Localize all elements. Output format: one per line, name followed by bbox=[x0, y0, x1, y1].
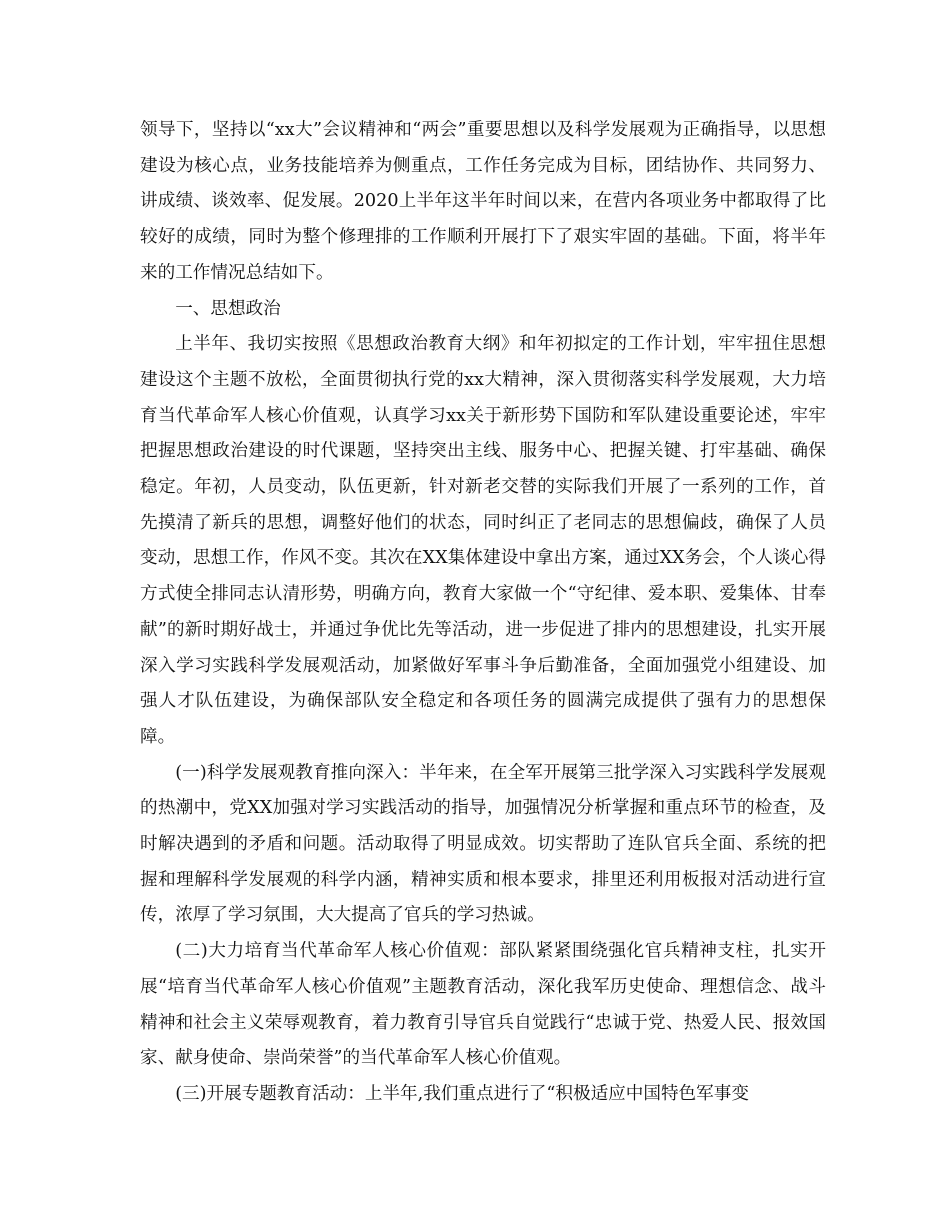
paragraph-ideology-overview: 上半年、我切实按照《思想政治教育大纲》和年初拟定的工作计划，牢牢扭住思想建设这个主题不放松，全面贯彻执行党的xx大精神，深入贯彻落实科学发展观，大力培育当代革命军人核心价值观，认真学习xx关于新形势下国防和军队建设重要论述，牢牢把握思想政治建设的时代课题，坚持突出主线、服务中心、把握关键、打牢基础、确保稳定。年初，人员变动，队伍更新，针对新老交替的实际我们开展了一系列的工作，首先摸清了新兵的思想，调整好他们的状态，同时纠正了老同志的思想偏歧，确保了人员变动，思想工作，作风不变。其次在XX集体建设中拿出方案，通过XX务会，个人谈心得方式使全排同志认清形势，明确方向，教育大家做一个“守纪律、爱本职、爱集体、甘奉献”的新时期好战士，并通过争优比先等活动，进一步促进了排内的思想建设，扎实开展深入学习实践科学发展观活动，加紧做好军事斗争后勤准备，全面加强党小组建设、加强人才队伍建设，为确保部队安全稳定和各项任务的圆满完成提供了强有力的思想保障。 bbox=[140, 334, 826, 747]
paragraph-subsection-1: (一)科学发展观教育推向深入：半年来，在全军开展第三批学深入习实践科学发展观的热潮中，党XX加强对学习实践活动的指导，加强情况分析掌握和重点环节的检查，及时解决遇到的矛盾和问题。活动取得了明显成效。切实帮助了连队官兵全面、系统的把握和理解科学发展观的科学内涵，精神实质和根本要求，排里还利用板报对活动进行宣传，浓厚了学习氛围，大大提高了官兵的学习热诚。 bbox=[140, 762, 826, 926]
paragraph-subsection-2: (二)大力培育当代革命军人核心价值观：部队紧紧围绕强化官兵精神支柱，扎实开展“培育当代革命军人核心价值观”主题教育活动，深化我军历史使命、理想信念、战斗精神和社会主义荣辱观教育，着力教育引导官兵自觉践行“忠诚于党、热爱人民、报效国家、献身使命、崇尚荣誉”的当代革命军人核心价值观。 bbox=[140, 941, 826, 1069]
section-heading-ideology: 一、思想政治 bbox=[175, 298, 281, 319]
paragraph-subsection-3: (三)开展专题教育活动：上半年,我们重点进行了“积极适应中国特色军事变 bbox=[175, 1083, 749, 1104]
document-page bbox=[140, 113, 826, 1113]
paragraph-intro-continuation: 领导下，坚持以“xx大”会议精神和“两会”重要思想以及科学发展观为正确指导，以思想建设为核心点，业务技能培养为侧重点，工作任务完成为目标，团结协作、共同努力、讲成绩、谈效率、促发展。2020上半年这半年时间以来，在营内各项业务中都取得了比较好的成绩，同时为整个修理排的工作顺利开展打下了艰实牢固的基础。下面，将半年来的工作情况总结如下。 bbox=[140, 120, 826, 283]
